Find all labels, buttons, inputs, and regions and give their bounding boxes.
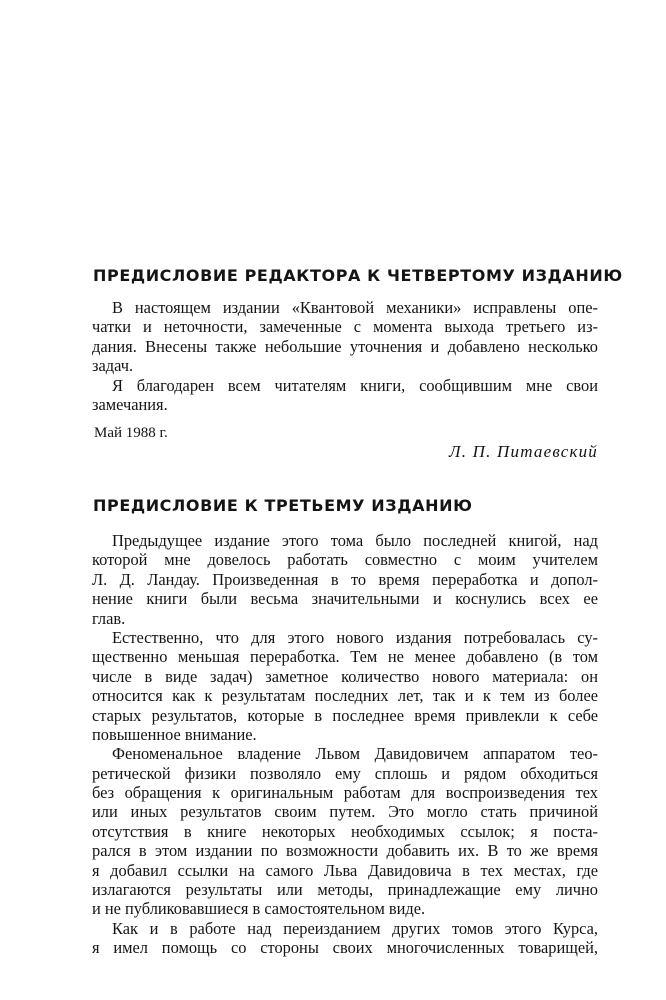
text-line: замечания. [92, 394, 168, 414]
text-line: числе в виде задач) заметное количество нового материала: он [92, 666, 598, 686]
preface-third-edition-text [92, 531, 598, 958]
text-line: нение книги были весьма значительными и коснулись всех ее [92, 589, 598, 609]
author-signature: Л. П. Питаевский [449, 442, 598, 461]
text-line: Я благодарен всем читателям книги, сообщившим мне свои [112, 375, 598, 395]
preface-fourth-edition-text [92, 298, 598, 414]
text-line: относится как к результатам последних лет, так и к тем из более [92, 686, 598, 706]
text-line: щественно меньшая переработка. Тем не менее добавлено (в том [92, 647, 598, 667]
text-line: я добавил ссылки на самого Льва Давидовича в тех местах, где [92, 860, 598, 880]
section-heading-third-edition: ПРЕДИСЛОВИЕ К ТРЕТЬЕМУ ИЗДАНИЮ [93, 496, 473, 515]
text-line: чатки и неточности, замеченные с момента выхода третьего из- [92, 317, 598, 337]
text-line: и не публиковавшиеся в самостоятельном виде. [92, 899, 426, 919]
text-line: глав. [92, 608, 126, 628]
text-line: задач. [92, 356, 134, 376]
text-line: повышенное внимание. [92, 724, 257, 744]
text-line: излагаются результаты или методы, принадлежащие ему лично [92, 880, 598, 900]
text-line: Л. Д. Ландау. Произведенная в то время переработка и допол- [92, 569, 598, 589]
text-line: или иных результатов своим путем. Это могло стать причиной [92, 802, 598, 822]
text-line: которой мне довелось работать совместно с моим учителем [92, 550, 598, 570]
text-line: Предыдущее издание этого тома было последней книгой, над [112, 531, 598, 550]
text-line: Естественно, что для этого нового издания потребовалась су- [112, 627, 598, 647]
preface-date: Май 1988 г. [94, 425, 168, 441]
text-line: дания. Внесены также небольшие уточнения и добавлено несколько [92, 336, 598, 356]
text-line: Как и в работе над переизданием других томов этого Курса, [112, 918, 598, 938]
section-heading-fourth-edition: ПРЕДИСЛОВИЕ РЕДАКТОРА К ЧЕТВЕРТОМУ ИЗДАНИЮ [93, 266, 623, 285]
text-line: рался в этом издании по возможности добавить их. В то же время [92, 841, 598, 861]
text-line: старых результатов, которые в последнее время привлекли к себе [92, 705, 598, 725]
text-line: ретической физики позволяло ему сплошь и рядом обходиться [92, 763, 598, 783]
text-line: без обращения к оригинальным работам для воспроизведения тех [92, 783, 598, 803]
text-line: отсутствия в книге некоторых необходимых ссылок; я поста- [92, 821, 598, 841]
text-line: Феноменальное владение Львом Давидовичем аппаратом тео- [112, 744, 598, 764]
text-line: я имел помощь со стороны своих многочисленных товарищей, [92, 938, 598, 958]
text-line: В настоящем издании «Квантовой механики» исправлены опе- [112, 298, 598, 317]
